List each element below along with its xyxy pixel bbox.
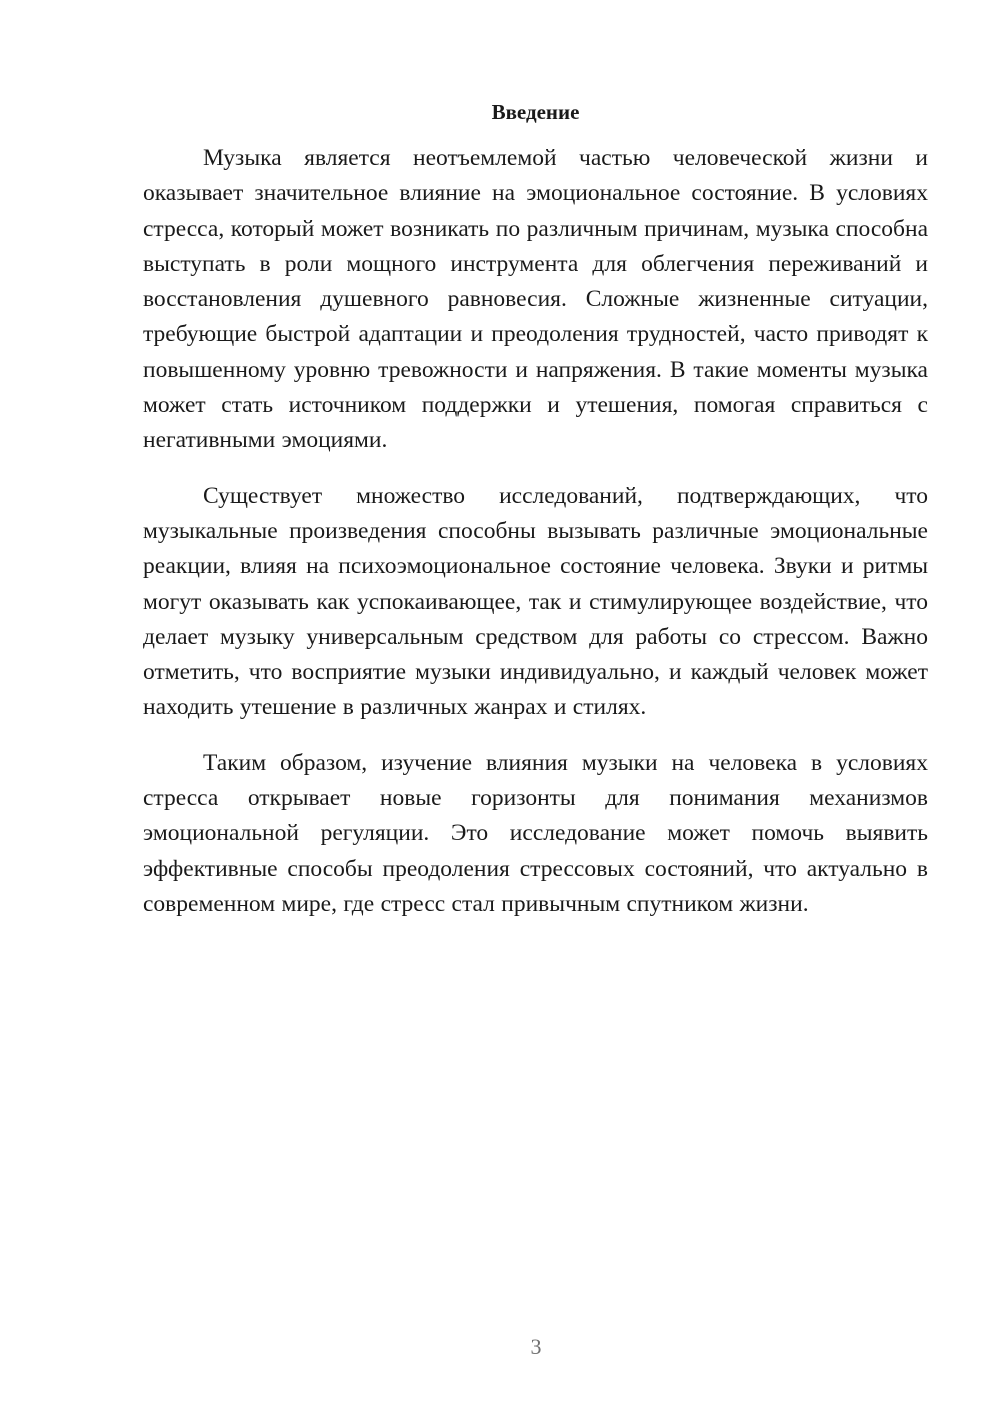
paragraph: Музыка является неотъемлемой частью человеческой жизни и оказывает значительное влияние на эмоциональное состояние. В условиях стресса, который может возникать по различным причинам, музыка способна выступать в роли мощного инструмента для облегчения переживаний и восстановления душевного равновесия. Сложные жизненные ситуации, требующие быстрой адаптации и преодоления трудностей, часто приводят к повышенному уровню тревожности и напряжения. В такие моменты музыка может стать источником поддержки и утешения, помогая справиться с негативными эмоциями. xyxy=(143,145,928,454)
paragraph: Существует множество исследований, подтверждающих, что музыкальные произведения способны вызывать различные эмоциональные реакции, влияя на психоэмоциональное состояние человека. Звуки и ритмы могут оказывать как успокаивающее, так и стимулирующее воздействие, что делает музыку универсальным средством для работы со стрессом. Важно отметить, что восприятие музыки индивидуально, и каждый человек может находить утешение в различных жанрах и стилях. xyxy=(143,482,928,721)
section-heading: Введение xyxy=(491,100,580,124)
page-number: 3 xyxy=(530,1334,542,1359)
body-text xyxy=(143,141,928,942)
paragraph: Таким образом, изучение влияния музыки на человека в условиях стресса открывает новые горизонты для понимания механизмов эмоциональной регуляции. Это исследование может помочь выявить эффективные способы преодоления стрессовых состояний, что актуально в современном мире, где стресс стал привычным спутником жизни. xyxy=(143,749,928,917)
